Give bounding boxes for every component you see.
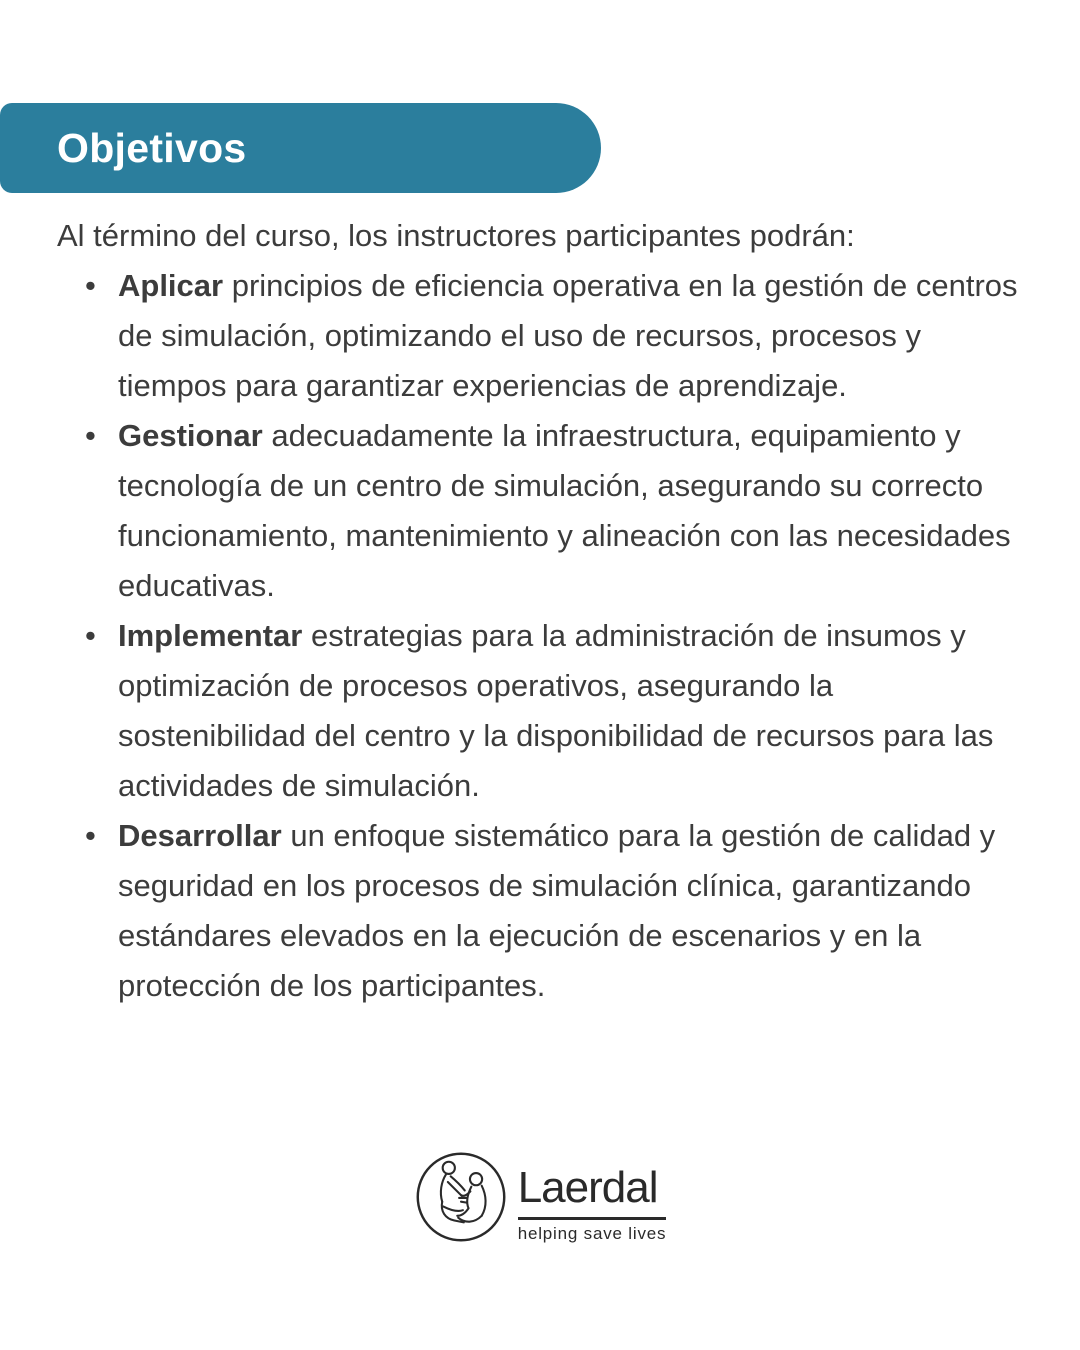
objective-item-aplicar <box>57 261 1022 411</box>
objectives-content <box>57 211 1022 1011</box>
objective-body <box>118 411 1022 611</box>
logo-text-block <box>517 1163 667 1244</box>
objective-text: un enfoque sistemático para la gestión de calidad y seguridad en los procesos de simulación clínica, garantizando estándares elevados en la ejecución de escenarios y en la protección de los participantes. <box>118 818 996 1003</box>
objective-item-implementar <box>57 611 1022 811</box>
bullet-marker: • <box>85 618 96 653</box>
page-title: Objetivos <box>57 124 247 171</box>
bullet-marker: • <box>85 268 96 303</box>
objective-body <box>118 611 1022 811</box>
logo-tagline: helping save lives <box>517 1224 667 1243</box>
objective-lead: Gestionar <box>118 418 263 453</box>
objective-lead: Aplicar <box>118 268 224 303</box>
bullet-marker: • <box>85 818 96 853</box>
objective-lead: Implementar <box>118 618 303 653</box>
objective-text: adecuadamente la infraestructura, equipamiento y tecnología de un centro de simulación, asegurando su correcto funcionamiento, mantenimiento y alineación con las necesidades educativas. <box>118 418 1011 603</box>
intro-text: Al término del curso, los instructores participantes podrán: <box>57 218 855 253</box>
objective-item-gestionar <box>57 411 1022 611</box>
footer-logo <box>0 1150 1080 1244</box>
objective-body <box>118 261 1022 411</box>
objectives-list <box>57 261 1022 1011</box>
objective-body <box>118 811 1022 1011</box>
objective-text: estrategias para la administración de insumos y optimización de procesos operativos, asegurando la sostenibilidad del centro y la disponibilidad de recursos para las actividades de simulación. <box>118 618 994 803</box>
objective-item-desarrollar <box>57 811 1022 1011</box>
objective-text: principios de eficiencia operativa en la gestión de centros de simulación, optimizando el uso de recursos, procesos y tiempos para garantizar experiencias de aprendizaje. <box>118 268 1018 403</box>
logo-wordmark: Laerdal <box>518 1166 667 1220</box>
objective-lead: Desarrollar <box>118 818 282 853</box>
section-header-banner <box>0 103 601 193</box>
bullet-marker: • <box>85 418 96 453</box>
laerdal-good-samaritan-emblem-icon <box>414 1150 508 1244</box>
